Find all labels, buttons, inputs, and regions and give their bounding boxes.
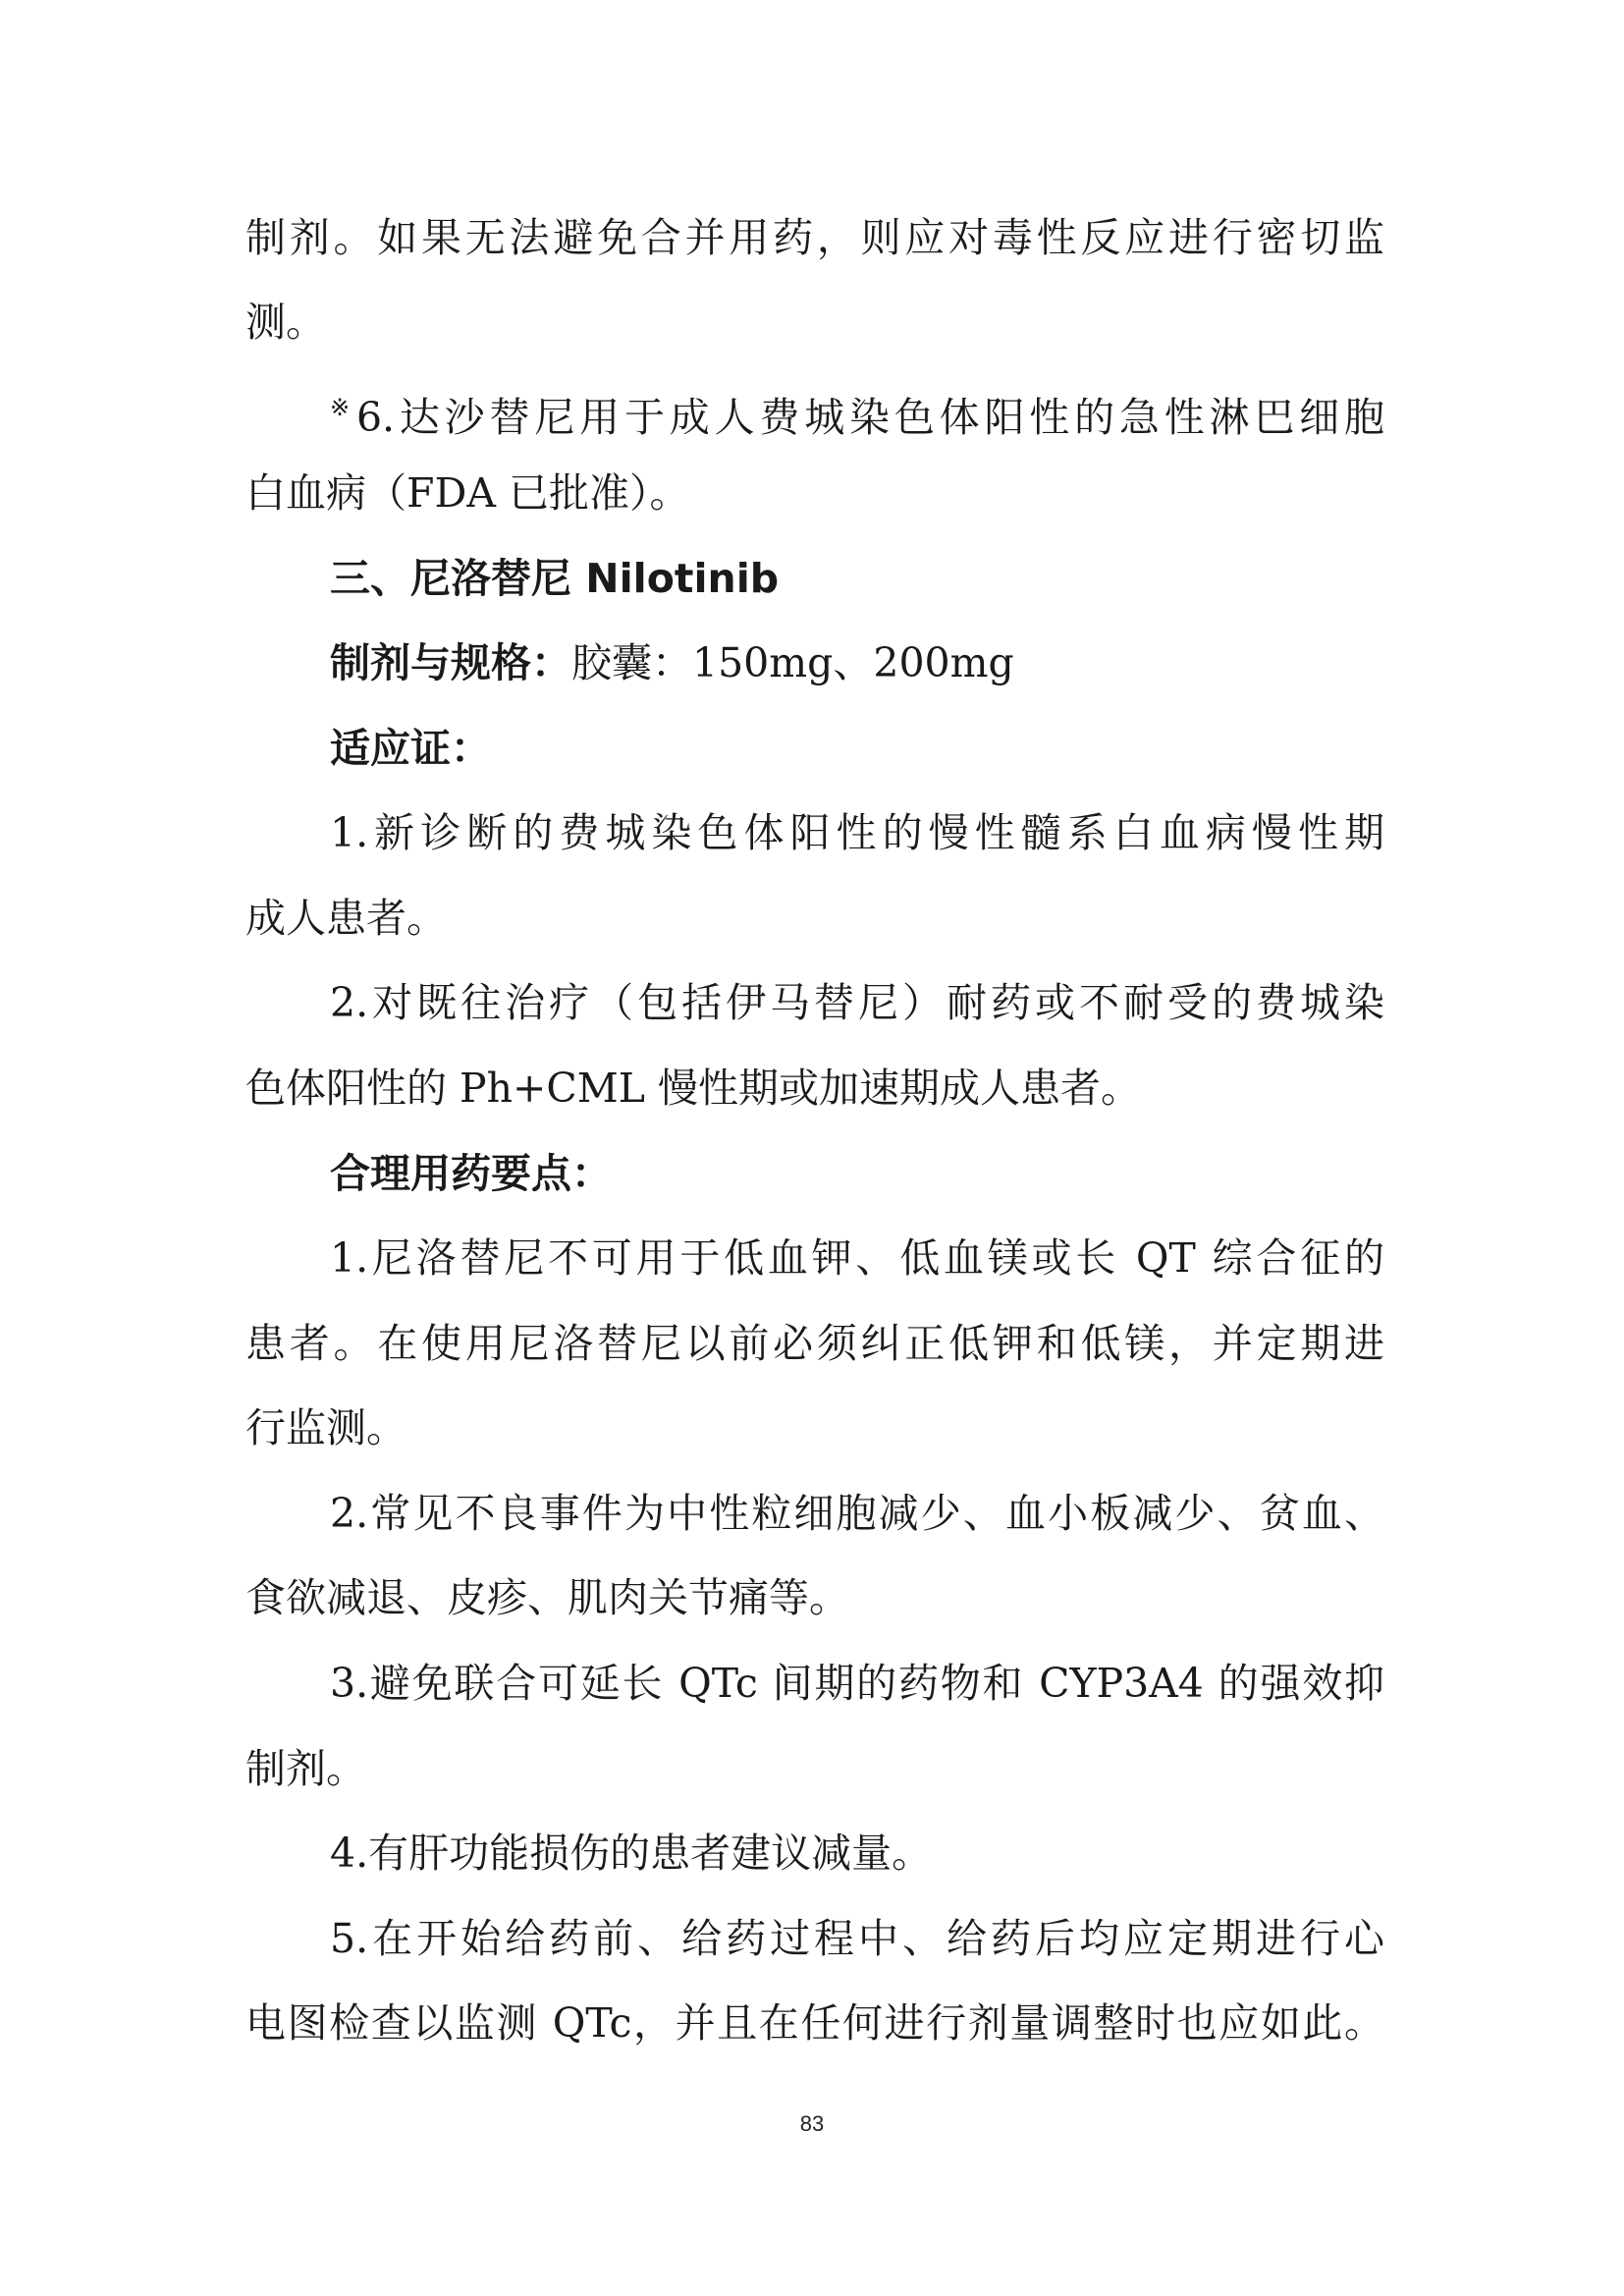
paragraph-line: 食欲减退、皮疹、肌肉关节痛等。 [245, 1574, 849, 1621]
formulation-label: 制剂与规格： [330, 639, 571, 686]
paragraph-line: 1.尼洛替尼不可用于低血钾、低血镁或长 QT 综合征的 [330, 1234, 1384, 1282]
paragraph-line: 5.在开始给药前、给药过程中、给药后均应定期进行心 [330, 1915, 1384, 1962]
paragraph-line [330, 378, 1385, 441]
key-points-label: 合理用药要点： [330, 1150, 612, 1197]
paragraph-line: 测。 [245, 299, 326, 346]
paragraph-line: 电图检查以监测 QTc，并且在任何进行剂量调整时也应如此。 [245, 1999, 1384, 2047]
paragraph-line: 白血病（FDA 已批准）。 [245, 469, 690, 517]
paragraph-text: 6.达沙替尼用于成人费城染色体阳性的急性淋巴细胞 [355, 394, 1385, 441]
paragraph-line: 成人患者。 [245, 895, 447, 942]
paragraph-line: 患者。在使用尼洛替尼以前必须纠正低钾和低镁，并定期进 [245, 1320, 1384, 1367]
paragraph-line: 色体阳性的 Ph+CML 慢性期或加速期成人患者。 [245, 1065, 1141, 1112]
page-number: 83 [799, 2111, 825, 2136]
formulation-line [330, 633, 1384, 692]
paragraph-line: 2.常见不良事件为中性粒细胞减少、血小板减少、贫血、 [330, 1490, 1384, 1537]
paragraph-line: 3.避免联合可延长 QTc 间期的药物和 CYP3A4 的强效抑 [330, 1660, 1384, 1707]
paragraph-line: 制剂。 [245, 1745, 366, 1792]
paragraph-line: 4.有肝功能损伤的患者建议减量。 [330, 1830, 933, 1877]
formulation-value: 胶囊：150mg、200mg [571, 639, 1014, 686]
paragraph-line: 制剂。如果无法避免合并用药，则应对毒性反应进行密切监 [245, 214, 1384, 261]
reference-mark: ※ [330, 394, 354, 421]
paragraph-line: 行监测。 [245, 1404, 406, 1451]
paragraph-line: 1.新诊断的费城染色体阳性的慢性髓系白血病慢性期 [330, 809, 1384, 856]
paragraph-line: 2.对既往治疗（包括伊马替尼）耐药或不耐受的费城染 [330, 979, 1384, 1026]
section-heading: 三、尼洛替尼 Nilotinib [330, 555, 780, 602]
indications-label: 适应证： [330, 725, 491, 772]
